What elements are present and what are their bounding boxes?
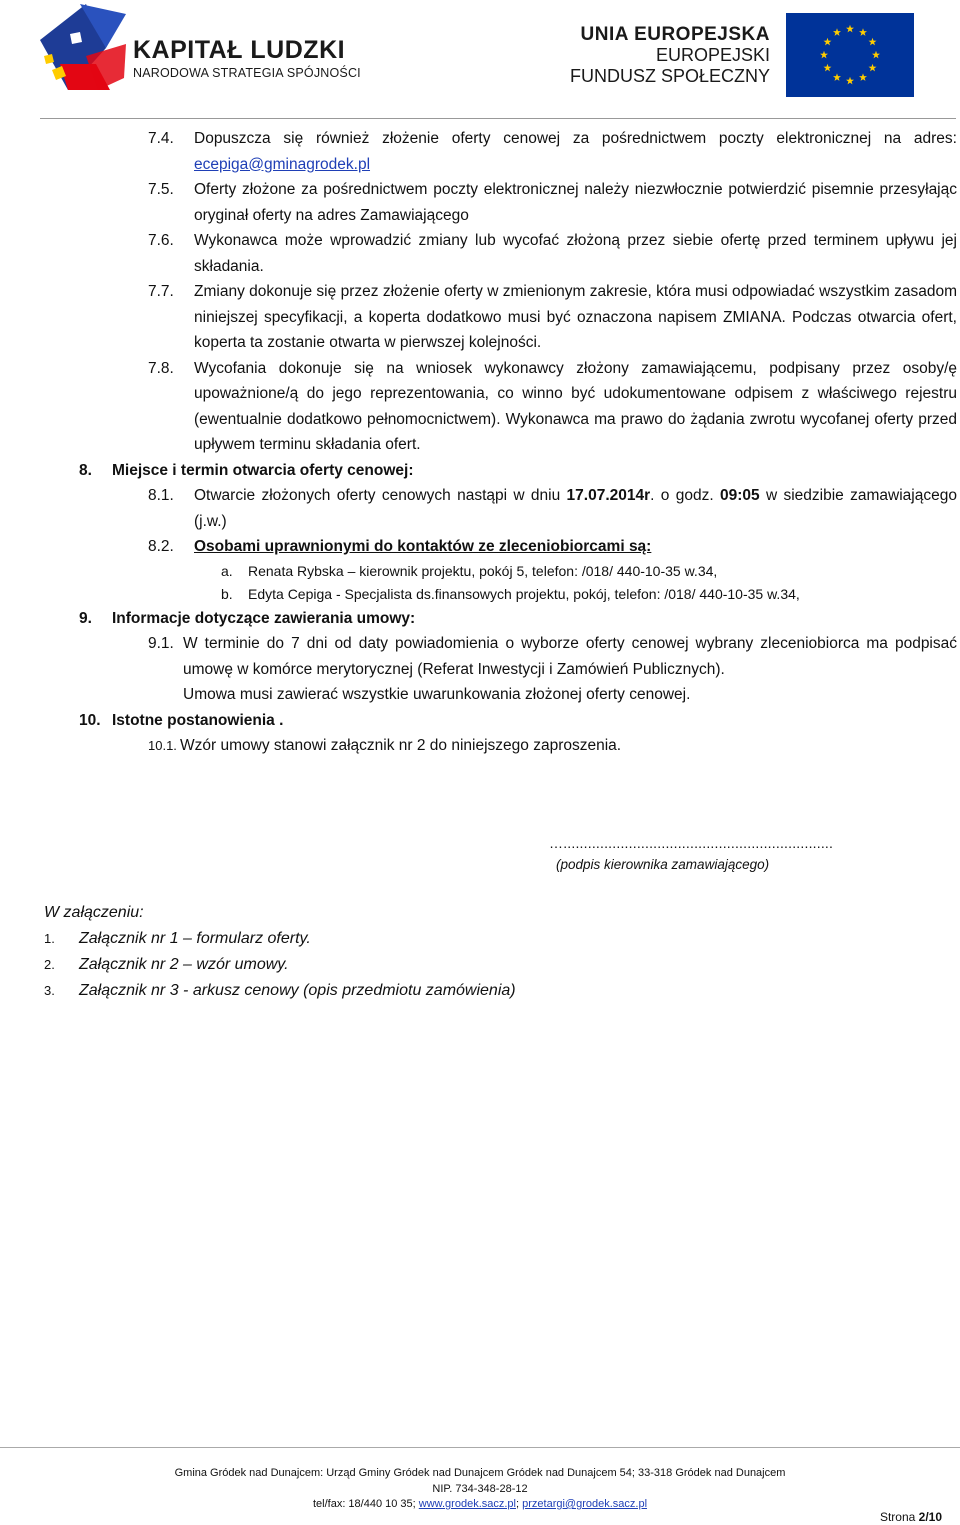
item-text: W terminie do 7 dni od daty powiadomienia o wyborze oferty cenowej wybrany zleceniobiorca ma podpisać umowę w komórce merytorycznej (Referat Inwestycji i Zamówień Publicznych). [183, 635, 957, 678]
section-number: 8. [79, 461, 92, 479]
attachment-item [44, 956, 289, 974]
item-number: 8.2. [148, 538, 174, 555]
footer-nip: NIP. 734-348-28-12 [432, 1482, 528, 1495]
section-10-heading [79, 708, 912, 734]
page-label: Strona [879, 1510, 916, 1524]
section-number: 9. [79, 609, 92, 627]
item-text: Otwarcie złożonych oferty cenowych nastąpi w dniu [194, 487, 561, 504]
item-number: 7.8. [148, 359, 174, 377]
section-title: Informacje dotyczące zawierania umowy: [112, 609, 416, 627]
document-body [0, 126, 960, 759]
item-9-1-continued [148, 682, 957, 708]
eu-line-1: UNIA EUROPEJSKA [580, 24, 770, 45]
section-title: Miejsce i termin otwarcia oferty cenowej: [112, 461, 414, 479]
website-link[interactable]: www.grodek.sacz.pl [418, 1498, 516, 1510]
contact-b [221, 583, 898, 606]
item-text: Osobami uprawnionymi do kontaktów ze zleceniobiorcami są: [194, 538, 652, 555]
page-number [880, 1510, 942, 1524]
item-number: 8.1. [148, 487, 174, 504]
eu-flag-icon [786, 13, 914, 97]
attachment-text: Załącznik nr 3 - arkusz cenowy (opis przedmiotu zamówienia) [79, 982, 516, 999]
list-letter: a. [221, 562, 233, 579]
item-text: Wzór umowy stanowi załącznik nr 2 do niniejszego zaproszenia. [180, 737, 622, 754]
attachments-heading: W załączeniu: [44, 904, 144, 921]
item-number: 7.7. [148, 283, 174, 300]
item-number: 10.1. [148, 738, 177, 753]
attachment-item [44, 930, 311, 948]
item-number: 9.1. [148, 635, 174, 652]
item-text: w siedzibie zamawiającego (j.w.) [194, 487, 957, 530]
contact-a [221, 560, 898, 583]
item-10-1 [148, 733, 960, 759]
email-link[interactable]: przetargi@grodek.sacz.pl [522, 1498, 648, 1510]
item-number: 7.6. [148, 232, 174, 249]
footer-address: Gmina Gródek nad Dunajcem: Urząd Gminy Gródek nad Dunajcem Gródek nad Dunajcem 54; 33-318 Gródek nad Dunajcem [174, 1467, 786, 1479]
item-text: Dopuszcza się również złożenie oferty cenowej za pośrednictwem poczty elektronicznej na adres: [194, 130, 957, 147]
footer-phone: tel/fax: 18/440 10 35; [312, 1498, 416, 1510]
opening-date: 17.07.2014r [566, 487, 651, 504]
attachment-number: 2. [44, 957, 55, 972]
list-letter: b. [221, 585, 233, 602]
item-7-5 [148, 177, 957, 228]
attachment-number: 1. [44, 931, 55, 946]
signature-line: ….................................................................. [549, 835, 834, 851]
item-7-8 [148, 356, 957, 458]
attachment-number: 3. [44, 983, 55, 998]
email-link[interactable]: ecepiga@gminagrodek.pl [194, 155, 371, 173]
attachment-text: Załącznik nr 2 – wzór umowy. [79, 956, 289, 973]
footer-contact [0, 1497, 960, 1513]
item-text: Oferty złożone za pośrednictwem poczty elektronicznej należy niezwłocznie potwierdzić pisemnie przesyłając oryginał oferty na adres Zamawiającego [194, 181, 957, 224]
item-8-2 [148, 534, 957, 560]
footer-separator: ; [516, 1498, 520, 1510]
item-7-6 [148, 228, 957, 279]
eu-text-block [570, 24, 770, 87]
item-7-4 [148, 126, 957, 177]
item-text: . o godz. [650, 487, 714, 504]
item-text: Wycofania dokonuje się na wniosek wykonawcy złożony zamawiającemu, podpisany przez osoby/ę upoważnione/ą do jego reprezentowania, co winno być udokumentowane odpisem z właściwego rejestru (ewentualnie dodatkowo pełnomocnictwem). Wykonawca ma prawo do żądania zwrotu wycofanej oferty przed upływem terminu składania ofert. [194, 359, 957, 453]
item-text: Umowa musi zawierać wszystkie uwarunkowania złożonej oferty cenowej. [183, 686, 691, 703]
kl-subtitle: NARODOWA STRATEGIA SPÓJNOŚCI [133, 66, 361, 80]
opening-time: 09:05 [719, 487, 760, 504]
page-header [0, 0, 960, 118]
footer-divider [0, 1447, 960, 1448]
eu-line-3: FUNDUSZ SPOŁECZNY [569, 66, 770, 86]
item-7-7 [148, 279, 957, 356]
header-divider [40, 118, 956, 119]
item-9-1 [148, 631, 957, 682]
page-footer [0, 1466, 960, 1513]
item-text: Wykonawca może wprowadzić zmiany lub wycofać złożoną przez siebie ofertę przed terminem upływu jej składania. [194, 232, 957, 275]
item-text: Zmiany dokonuje się przez złożenie oferty w zmienionym zakresie, która musi odpowiadać wszystkim zasadom niniejszej specyfikacji, a koperta dodatkowo musi być oznaczona napisem ZMIANA. Podczas otwarcia ofert, koperta ta zostanie otwarta w pierwszej kolejności. [194, 283, 957, 351]
item-8-1 [148, 483, 957, 534]
attachment-item [44, 982, 516, 1000]
section-9-heading [79, 606, 912, 632]
section-title: Istotne postanowienia . [112, 711, 284, 729]
kl-title: KAPITAŁ LUDZKI [133, 36, 346, 64]
contact-text: Edyta Cepiga - Specjalista ds.finansowych projektu, pokój, telefon: /018/ 440-10-35 w.34, [248, 585, 800, 602]
attachment-text: Załącznik nr 1 – formularz oferty. [79, 930, 311, 947]
contact-text: Renata Rybska – kierownik projektu, pokój 5, telefon: /018/ 440-10-35 w.34, [248, 562, 718, 579]
section-8-heading [79, 458, 912, 484]
signature-caption: (podpis kierownika zamawiającego) [556, 857, 770, 872]
page-value: 2/10 [918, 1510, 942, 1524]
eu-line-2: EUROPEJSKI [655, 45, 770, 65]
section-number: 10. [79, 711, 101, 729]
item-number: 7.5. [148, 181, 174, 198]
item-number: 7.4. [148, 130, 174, 147]
